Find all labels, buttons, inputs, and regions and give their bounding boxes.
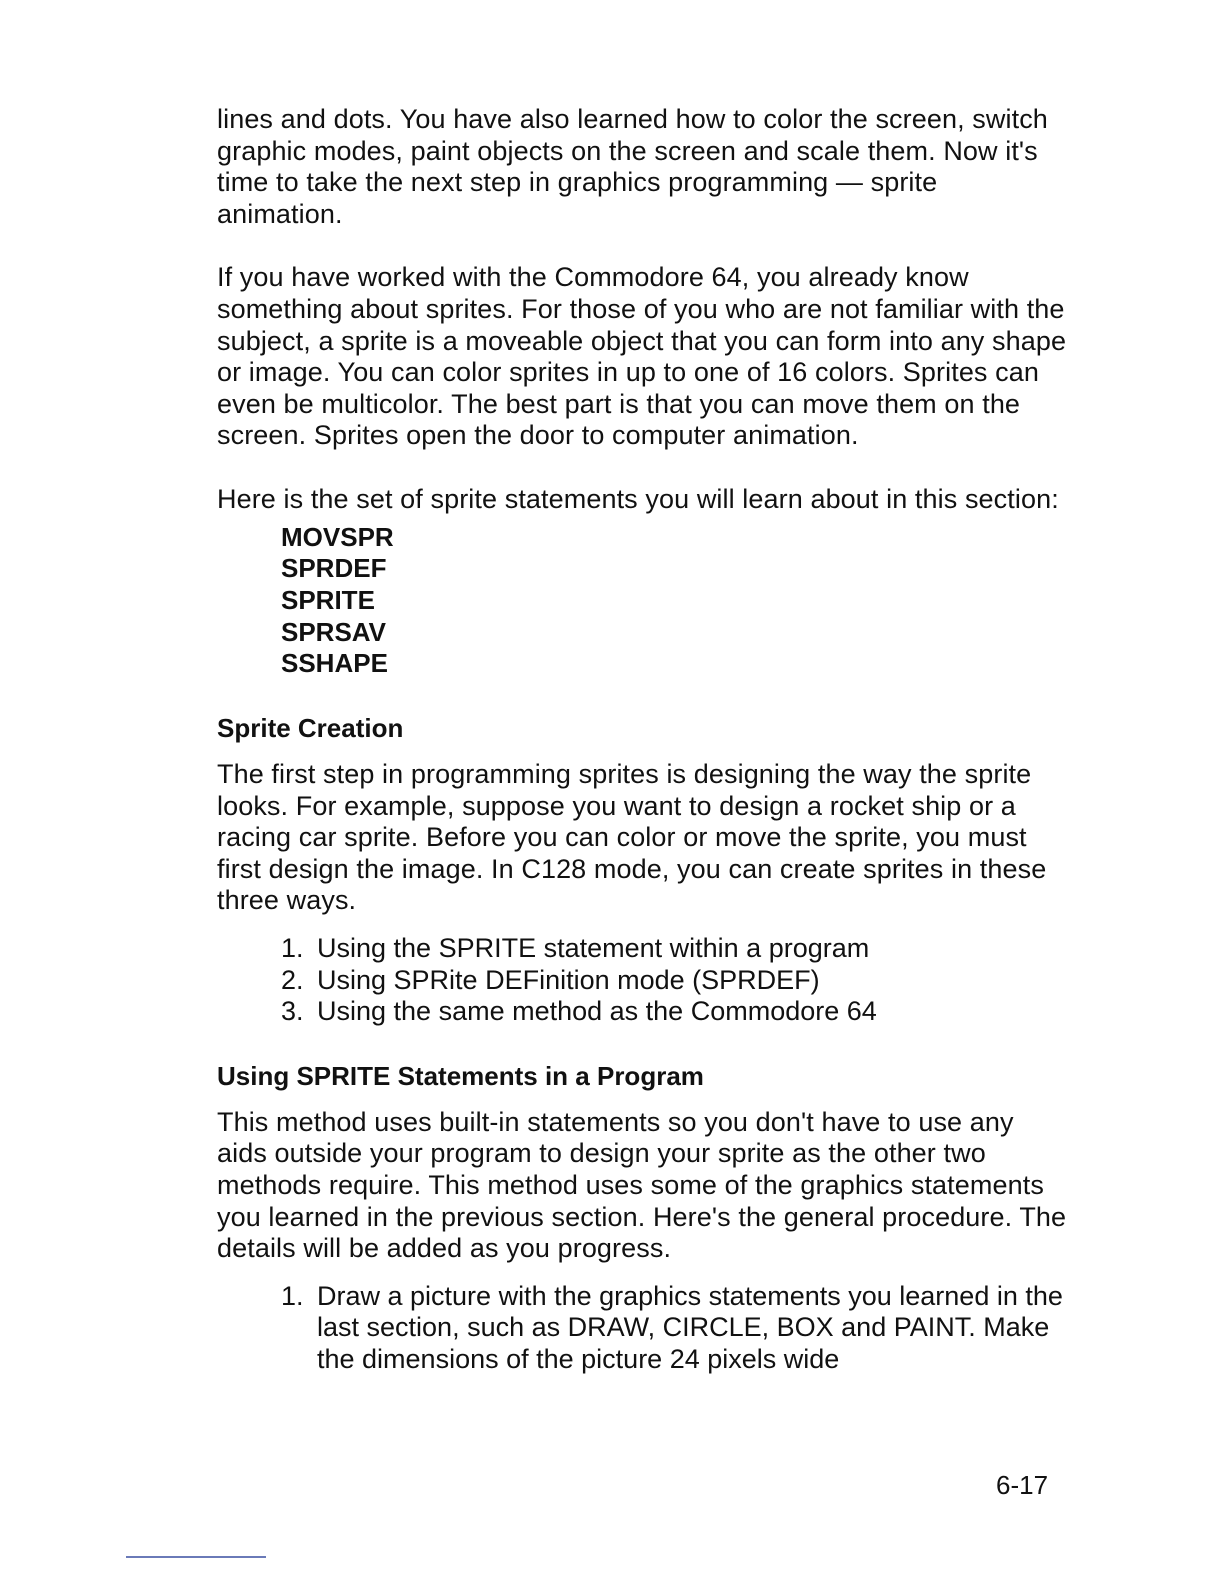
page-number: 6-17: [996, 1470, 1049, 1500]
page-content: [217, 104, 1067, 1376]
section-heading-sprite-statements: Using SPRITE Statements in a Program: [217, 1060, 704, 1091]
procedure-list: [217, 1281, 1067, 1376]
paragraph-statement-set: Here is the set of sprite statements you will learn about in this section:: [217, 483, 1059, 514]
list-item: 2. Using SPRite DEFinition mode (SPRDEF): [281, 964, 820, 995]
list-item: 3. Using the same method as the Commodore 64: [281, 996, 877, 1027]
paragraph-intro: lines and dots. You have also learned how to color the screen, switch graphic modes, paint objects on the screen and scale them. Now it's time to take the next step in graphics programming — sprite animation.: [217, 104, 1048, 229]
section-heading-sprite-creation: Sprite Creation: [217, 713, 404, 744]
creation-methods-list: [217, 933, 1067, 1028]
sprite-statement-list: [217, 522, 1067, 681]
statement-item: SPRDEF: [281, 553, 387, 584]
statement-item: SPRSAV: [281, 616, 386, 647]
statement-item: SSHAPE: [281, 648, 388, 679]
list-item: 1. Using the SPRITE statement within a program: [281, 933, 870, 964]
paragraph-sprite-statements: This method uses built-in statements so you don't have to use any aids outside your program to design your sprite as the other two methods require. This method uses some of the graphics statements you learned in the previous section. Here's the general procedure. The details will be added as you progress.: [217, 1106, 1067, 1264]
statement-item: SPRITE: [281, 584, 375, 615]
statement-item: MOVSPR: [281, 521, 394, 552]
paragraph-sprite-creation: The first step in programming sprites is designing the way the sprite looks. For example, suppose you want to design a rocket ship or a racing car sprite. Before you can color or move the sprite, you must first design the image. In C128 mode, you can create sprites in these three ways.: [217, 759, 1047, 916]
paragraph-sprites-overview: If you have worked with the Commodore 64, you already know something about sprites. For those of you who are not familiar with the subject, a sprite is a moveable object that you can form into any shape or image. You can color sprites in up to one of 16 colors. Sprites can even be multicolor. The best part is that you can move them on the screen. Sprites open the door to computer animation.: [217, 262, 1067, 451]
footer-rule: [126, 1556, 266, 1558]
list-item: 1. Draw a picture with the graphics statements you learned in the last section, such as DRAW, CIRCLE, BOX and PAINT. Make the dimensions of the picture 24 pixels wide: [281, 1280, 1063, 1374]
